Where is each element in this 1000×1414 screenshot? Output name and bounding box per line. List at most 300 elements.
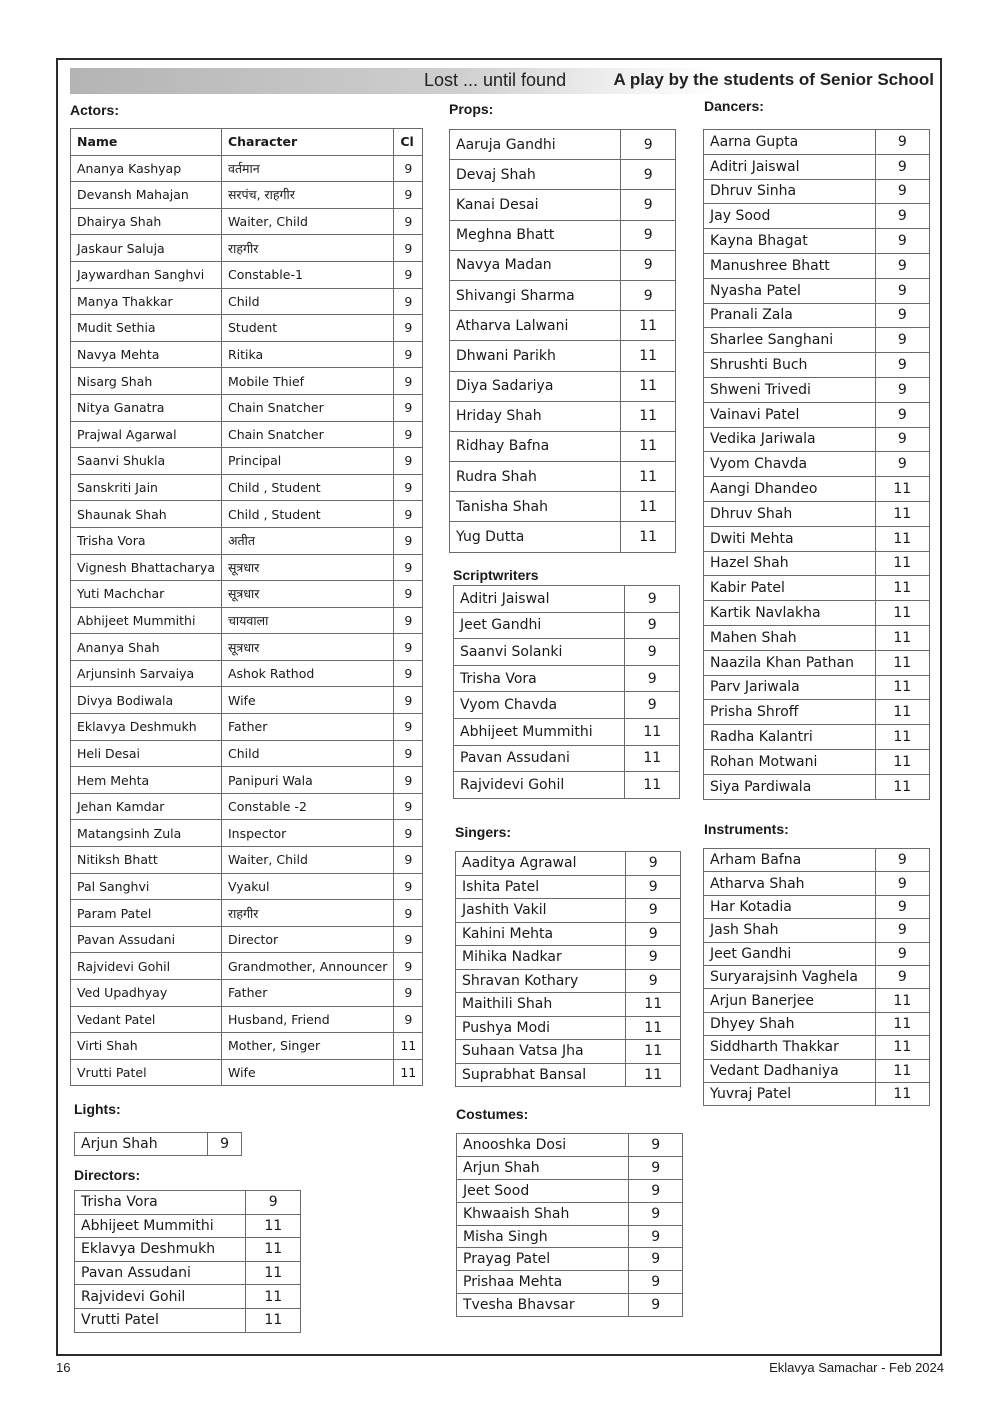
table-row <box>71 527 423 554</box>
table-row <box>454 772 680 799</box>
lights-table <box>74 1132 242 1156</box>
class-cell: 9 <box>629 1202 683 1225</box>
table-row <box>71 767 423 794</box>
table-row <box>704 179 930 204</box>
table-row <box>456 1063 681 1087</box>
name-cell: Nisarg Shah <box>71 368 222 395</box>
name-cell: Arjun Banerjee <box>704 989 876 1012</box>
name-cell: Abhijeet Mummithi <box>454 718 625 745</box>
table-row <box>704 130 930 155</box>
table-row <box>75 1261 301 1285</box>
table-header-row <box>71 129 423 156</box>
table-row <box>71 634 423 661</box>
name-cell: Abhijeet Mummithi <box>75 1214 246 1238</box>
costumes-table <box>456 1133 683 1317</box>
name-cell: Dhwani Parikh <box>450 341 621 371</box>
name-cell: Jaywardhan Sanghvi <box>71 261 222 288</box>
table-row <box>704 551 930 576</box>
character-cell: Mobile Thief <box>221 368 393 395</box>
table-row <box>454 745 680 772</box>
class-cell: 11 <box>875 1036 929 1059</box>
character-cell: Student <box>221 315 393 342</box>
table-row <box>456 946 681 970</box>
name-cell: Siddharth Thakkar <box>704 1036 876 1059</box>
name-cell: Tanisha Shah <box>450 492 621 522</box>
table-row <box>71 235 423 262</box>
name-cell: Maithili Shah <box>456 993 626 1017</box>
class-cell: 9 <box>625 612 680 639</box>
instruments-body <box>704 849 930 1106</box>
class-cell: 9 <box>394 288 423 315</box>
table-row <box>450 250 676 280</box>
table-row <box>704 919 930 942</box>
class-cell: 11 <box>875 526 929 551</box>
class-cell: 9 <box>394 820 423 847</box>
table-row <box>71 155 423 182</box>
class-cell: 9 <box>394 182 423 209</box>
table-row <box>456 993 681 1017</box>
table-row <box>704 601 930 626</box>
class-cell: 9 <box>394 368 423 395</box>
table-row <box>457 1248 683 1271</box>
name-cell: Divya Bodiwala <box>71 687 222 714</box>
class-cell: 11 <box>875 625 929 650</box>
table-row <box>704 1036 930 1059</box>
name-cell: Manushree Bhatt <box>704 253 876 278</box>
name-cell: Pavan Assudani <box>71 926 222 953</box>
class-cell: 9 <box>875 452 929 477</box>
table-row <box>704 303 930 328</box>
singers-table <box>455 851 681 1087</box>
name-cell: Navya Madan <box>450 250 621 280</box>
table-row <box>450 431 676 461</box>
name-cell: Pushya Modi <box>456 1016 626 1040</box>
class-cell: 9 <box>629 1134 683 1157</box>
class-cell: 11 <box>621 492 676 522</box>
name-cell: Aarna Gupta <box>704 130 876 155</box>
costumes-body <box>457 1134 683 1317</box>
name-cell: Heli Desai <box>71 740 222 767</box>
table-row <box>71 660 423 687</box>
name-cell: Hem Mehta <box>71 767 222 794</box>
table-row <box>454 665 680 692</box>
class-cell: 11 <box>875 501 929 526</box>
props-table <box>449 129 676 553</box>
table-row <box>704 278 930 303</box>
class-cell: 11 <box>875 725 929 750</box>
table-row <box>71 1006 423 1033</box>
table-row <box>71 740 423 767</box>
name-cell: Pavan Assudani <box>75 1261 246 1285</box>
name-cell: Nyasha Patel <box>704 278 876 303</box>
class-cell: 9 <box>626 852 681 876</box>
table-row <box>704 774 930 799</box>
table-row <box>704 895 930 918</box>
class-cell: 9 <box>629 1179 683 1202</box>
class-cell: 9 <box>626 875 681 899</box>
name-cell: Kahini Mehta <box>456 922 626 946</box>
character-cell: सूत्रधार <box>221 581 393 608</box>
table-row <box>704 402 930 427</box>
name-cell: Mudit Sethia <box>71 315 222 342</box>
table-row <box>71 1033 423 1060</box>
table-row <box>704 965 930 988</box>
name-cell: Naazila Khan Pathan <box>704 650 876 675</box>
table-row <box>456 875 681 899</box>
column-header-class: Cl <box>394 129 423 156</box>
table-row <box>71 581 423 608</box>
name-cell: Trisha Vora <box>454 665 625 692</box>
name-cell: Meghna Bhatt <box>450 220 621 250</box>
name-cell: Arjunsinh Sarvaiya <box>71 660 222 687</box>
table-row <box>71 793 423 820</box>
name-cell: Rudra Shah <box>450 462 621 492</box>
name-cell: Yug Dutta <box>450 522 621 552</box>
dancers-body <box>704 130 930 800</box>
name-cell: Jeet Sood <box>457 1179 629 1202</box>
table-row <box>450 492 676 522</box>
class-cell: 9 <box>875 303 929 328</box>
class-cell: 11 <box>875 700 929 725</box>
table-row <box>71 448 423 475</box>
actors-heading: Actors: <box>70 102 120 118</box>
class-cell: 9 <box>394 900 423 927</box>
class-cell: 11 <box>621 311 676 341</box>
name-cell: Vainavi Patel <box>704 402 876 427</box>
character-cell: Grandmother, Announcer <box>221 953 393 980</box>
class-cell: 9 <box>875 130 929 155</box>
name-cell: Ishita Patel <box>456 875 626 899</box>
table-row <box>457 1156 683 1179</box>
character-cell: अतीत <box>221 527 393 554</box>
table-row <box>71 394 423 421</box>
class-cell: 11 <box>875 749 929 774</box>
table-row <box>71 315 423 342</box>
character-cell: Panipuri Wala <box>221 767 393 794</box>
table-row <box>704 749 930 774</box>
table-row <box>704 625 930 650</box>
table-row <box>71 474 423 501</box>
name-cell: Jaskaur Saluja <box>71 235 222 262</box>
table-row <box>454 639 680 666</box>
table-row <box>450 522 676 552</box>
class-cell: 9 <box>875 328 929 353</box>
column-header-name: Name <box>71 129 222 156</box>
character-cell: Inspector <box>221 820 393 847</box>
class-cell: 9 <box>621 220 676 250</box>
character-cell: Chain Snatcher <box>221 394 393 421</box>
table-row <box>71 1059 423 1086</box>
play-subtitle: A play by the students of Senior School <box>613 70 934 89</box>
name-cell: Jehan Kamdar <box>71 793 222 820</box>
class-cell: 9 <box>394 1006 423 1033</box>
table-row <box>456 1016 681 1040</box>
character-cell: राहगीर <box>221 235 393 262</box>
class-cell: 9 <box>621 130 676 160</box>
name-cell: Rohan Motwani <box>704 749 876 774</box>
class-cell: 9 <box>394 953 423 980</box>
column-header-character: Character <box>221 129 393 156</box>
table-row <box>71 261 423 288</box>
table-row <box>71 820 423 847</box>
table-row <box>454 612 680 639</box>
table-row <box>75 1238 301 1262</box>
table-row <box>704 501 930 526</box>
name-cell: Eklavya Deshmukh <box>71 714 222 741</box>
class-cell: 9 <box>394 847 423 874</box>
name-cell: Vedant Dadhaniya <box>704 1059 876 1082</box>
character-cell: राहगीर <box>221 900 393 927</box>
class-cell: 11 <box>621 371 676 401</box>
character-cell: Ashok Rathod <box>221 660 393 687</box>
table-row <box>71 953 423 980</box>
class-cell: 11 <box>621 341 676 371</box>
class-cell: 9 <box>394 634 423 661</box>
table-row <box>71 208 423 235</box>
table-row <box>450 220 676 250</box>
class-cell: 9 <box>629 1156 683 1179</box>
character-cell: Waiter, Child <box>221 208 393 235</box>
table-row <box>704 427 930 452</box>
name-cell: Vrutti Patel <box>75 1308 246 1332</box>
lights-heading: Lights: <box>74 1101 121 1117</box>
name-cell: Parv Jariwala <box>704 675 876 700</box>
class-cell: 9 <box>621 190 676 220</box>
table-row <box>75 1133 242 1156</box>
table-row <box>704 576 930 601</box>
class-cell: 9 <box>625 692 680 719</box>
name-cell: Sharlee Sanghani <box>704 328 876 353</box>
class-cell: 9 <box>875 849 929 872</box>
name-cell: Aangi Dhandeo <box>704 477 876 502</box>
name-cell: Devansh Mahajan <box>71 182 222 209</box>
class-cell: 9 <box>394 687 423 714</box>
class-cell: 9 <box>394 208 423 235</box>
table-row <box>450 190 676 220</box>
class-cell: 11 <box>626 993 681 1017</box>
name-cell: Vignesh Bhattacharya <box>71 554 222 581</box>
class-cell: 9 <box>875 204 929 229</box>
table-row <box>71 714 423 741</box>
table-row <box>450 130 676 160</box>
table-row <box>704 725 930 750</box>
class-cell: 9 <box>621 280 676 310</box>
table-row <box>704 942 930 965</box>
class-cell: 9 <box>394 527 423 554</box>
class-cell: 9 <box>394 660 423 687</box>
name-cell: Pavan Assudani <box>454 745 625 772</box>
table-row <box>704 477 930 502</box>
name-cell: Mahen Shah <box>704 625 876 650</box>
character-cell: Child , Student <box>221 501 393 528</box>
class-cell: 11 <box>875 675 929 700</box>
class-cell: 9 <box>626 922 681 946</box>
character-cell: Wife <box>221 687 393 714</box>
table-row <box>704 229 930 254</box>
character-cell: Wife <box>221 1059 393 1086</box>
class-cell: 11 <box>394 1033 423 1060</box>
character-cell: Mother, Singer <box>221 1033 393 1060</box>
table-row <box>71 341 423 368</box>
class-cell: 9 <box>394 581 423 608</box>
name-cell: Shrushti Buch <box>704 353 876 378</box>
table-row <box>704 650 930 675</box>
table-row <box>704 700 930 725</box>
name-cell: Nitiksh Bhatt <box>71 847 222 874</box>
class-cell: 11 <box>875 551 929 576</box>
character-cell: वर्तमान <box>221 155 393 182</box>
table-row <box>456 899 681 923</box>
name-cell: Prayag Patel <box>457 1248 629 1271</box>
class-cell: 11 <box>246 1308 301 1332</box>
name-cell: Kartik Navlakha <box>704 601 876 626</box>
name-cell: Aaditya Agrawal <box>456 852 626 876</box>
class-cell: 9 <box>394 793 423 820</box>
name-cell: Jeet Gandhi <box>704 942 876 965</box>
name-cell: Devaj Shah <box>450 160 621 190</box>
table-row <box>457 1134 683 1157</box>
class-cell: 9 <box>208 1133 242 1156</box>
class-cell: 9 <box>394 926 423 953</box>
name-cell: Kanai Desai <box>450 190 621 220</box>
table-row <box>71 873 423 900</box>
singers-body <box>456 852 681 1087</box>
table-row <box>71 182 423 209</box>
name-cell: Atharva Lalwani <box>450 311 621 341</box>
directors-body <box>75 1191 301 1333</box>
table-row <box>71 687 423 714</box>
class-cell: 11 <box>626 1040 681 1064</box>
table-row <box>704 452 930 477</box>
scriptwriters-body <box>454 586 680 799</box>
name-cell: Hazel Shah <box>704 551 876 576</box>
class-cell: 11 <box>246 1238 301 1262</box>
name-cell: Rajvidevi Gohil <box>75 1285 246 1309</box>
class-cell: 9 <box>621 160 676 190</box>
name-cell: Matangsinh Zula <box>71 820 222 847</box>
table-row <box>704 849 930 872</box>
name-cell: Rajvidevi Gohil <box>454 772 625 799</box>
name-cell: Vyom Chavda <box>454 692 625 719</box>
name-cell: Arjun Shah <box>75 1133 208 1156</box>
table-row <box>450 462 676 492</box>
name-cell: Saanvi Shukla <box>71 448 222 475</box>
name-cell: Ananya Shah <box>71 634 222 661</box>
table-row <box>704 1012 930 1035</box>
table-row <box>71 554 423 581</box>
name-cell: Radha Kalantri <box>704 725 876 750</box>
name-cell: Vedika Jariwala <box>704 427 876 452</box>
name-cell: Jay Sood <box>704 204 876 229</box>
character-cell: Constable -2 <box>221 793 393 820</box>
name-cell: Anooshka Dosi <box>457 1134 629 1157</box>
instruments-table <box>703 848 930 1106</box>
name-cell: Yuvraj Patel <box>704 1082 876 1105</box>
table-row <box>71 980 423 1007</box>
class-cell: 11 <box>621 462 676 492</box>
table-row <box>704 1082 930 1105</box>
table-row <box>704 253 930 278</box>
class-cell: 9 <box>875 427 929 452</box>
table-row <box>71 607 423 634</box>
props-body <box>450 130 676 553</box>
class-cell: 9 <box>875 229 929 254</box>
scriptwriters-table <box>453 585 680 799</box>
class-cell: 11 <box>626 1016 681 1040</box>
name-cell: Suhaan Vatsa Jha <box>456 1040 626 1064</box>
table-row <box>456 969 681 993</box>
name-cell: Eklavya Deshmukh <box>75 1238 246 1262</box>
table-row <box>71 900 423 927</box>
class-cell: 9 <box>394 980 423 1007</box>
class-cell: 9 <box>394 554 423 581</box>
name-cell: Jeet Gandhi <box>454 612 625 639</box>
table-row <box>71 421 423 448</box>
table-row <box>456 1040 681 1064</box>
class-cell: 9 <box>875 402 929 427</box>
class-cell: 9 <box>629 1248 683 1271</box>
table-row <box>450 401 676 431</box>
table-row <box>704 526 930 551</box>
table-row <box>75 1191 301 1215</box>
class-cell: 9 <box>625 665 680 692</box>
publication-footer: Eklavya Samachar - Feb 2024 <box>769 1360 944 1375</box>
character-cell: Father <box>221 980 393 1007</box>
name-cell: Vedant Patel <box>71 1006 222 1033</box>
class-cell: 9 <box>394 714 423 741</box>
name-cell: Ananya Kashyap <box>71 155 222 182</box>
table-row <box>454 718 680 745</box>
class-cell: 9 <box>246 1191 301 1215</box>
class-cell: 11 <box>625 718 680 745</box>
class-cell: 11 <box>875 477 929 502</box>
name-cell: Saanvi Solanki <box>454 639 625 666</box>
class-cell: 11 <box>875 650 929 675</box>
class-cell: 11 <box>625 745 680 772</box>
name-cell: Trisha Vora <box>71 527 222 554</box>
name-cell: Trisha Vora <box>75 1191 246 1215</box>
instruments-heading: Instruments: <box>704 821 789 837</box>
table-row <box>704 353 930 378</box>
character-cell: Husband, Friend <box>221 1006 393 1033</box>
name-cell: Prisha Shroff <box>704 700 876 725</box>
table-row <box>450 341 676 371</box>
table-row <box>71 368 423 395</box>
class-cell: 11 <box>246 1261 301 1285</box>
singers-heading: Singers: <box>455 824 512 840</box>
name-cell: Pal Sanghvi <box>71 873 222 900</box>
table-row <box>704 989 930 1012</box>
name-cell: Jashith Vakil <box>456 899 626 923</box>
character-cell: Ritika <box>221 341 393 368</box>
name-cell: Prishaa Mehta <box>457 1271 629 1294</box>
class-cell: 9 <box>626 899 681 923</box>
character-cell: सूत्रधार <box>221 554 393 581</box>
table-row <box>704 204 930 229</box>
name-cell: Hriday Shah <box>450 401 621 431</box>
name-cell: Arjun Shah <box>457 1156 629 1179</box>
class-cell: 9 <box>625 639 680 666</box>
class-cell: 9 <box>394 873 423 900</box>
table-row <box>71 501 423 528</box>
character-cell: सरपंच, राहगीर <box>221 182 393 209</box>
name-cell: Suryarajsinh Vaghela <box>704 965 876 988</box>
character-cell: Child <box>221 740 393 767</box>
name-cell: Dhruv Shah <box>704 501 876 526</box>
class-cell: 9 <box>626 969 681 993</box>
character-cell: सूत्रधार <box>221 634 393 661</box>
character-cell: Father <box>221 714 393 741</box>
